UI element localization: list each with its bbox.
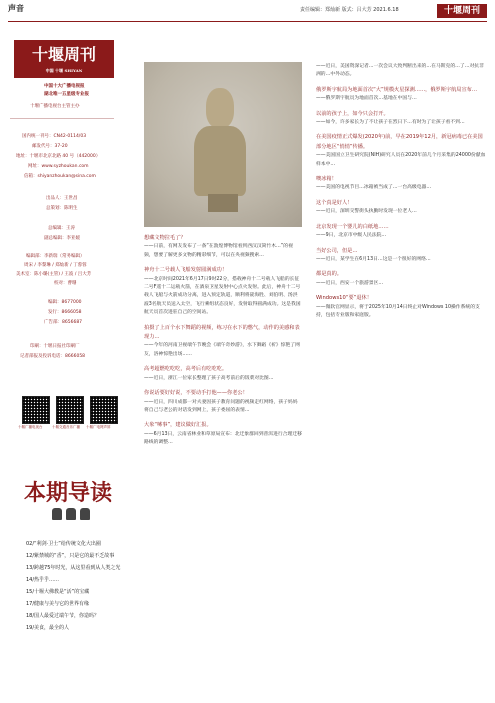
qr-code-icon[interactable]	[90, 396, 118, 424]
publisher-line: 总策划：陈明生	[46, 206, 78, 211]
item-headline: 大象“嗦事”，建议做好汇报。	[144, 422, 212, 429]
page-header	[0, 0, 495, 20]
guide-title: 本期导读	[24, 480, 113, 506]
phone-line: 编辑：8677000	[48, 300, 82, 305]
staff-line: 编辑部：李新瑞（常务编辑）	[26, 254, 85, 259]
info-line: 信箱：shiyanzhoukan@sina.com	[24, 174, 96, 179]
item-text: ——近日，深圳交警街头执勤时发现一位老人…	[316, 209, 417, 215]
item-text: ——9日，北京市中级人民法院…	[316, 233, 387, 239]
item-text: ——6月13日，云南省林业和草原局宣布：北迁象群回到普洱进行合理迁移路线的调整…	[144, 431, 302, 446]
item-text: ——北京时间2021年6月17日9时22分，搭载神舟十二号载人飞船的长征二号F遥十二运载火箭，在酒泉卫星发射中心点火发射。此后，神舟十二号载人飞船与火箭成功分离，进入预定轨道，顺利将聂海胜、刘伯明、汤洪波3名航天员送入太空，飞行乘组状态良好，发射取得圆满成功。这是我国航天员首次进驻自己的空间站。	[144, 276, 301, 316]
qr-caption: 十堰广播电视台	[18, 425, 43, 429]
item-text: ——近日，四川成都一对夫妻因孩子教育问题的视频走红网络，孩子妈妈将自己与老公的对话发到网上，孩子委屈的表情…	[144, 399, 298, 413]
info-line: 地址：十堰市北京北路 40 号（442000）	[16, 154, 101, 159]
guide-item[interactable]: 18/国人最爱过端午节，你造吗？	[26, 613, 100, 619]
printer-line: 记者部报及投诉电话：8666058	[20, 354, 86, 359]
item-text: ——近日，浙江一位家长整理了孩子高考前后的饭菜对比图…	[144, 375, 274, 381]
statue-base	[208, 194, 238, 212]
figure-icon	[66, 508, 76, 520]
item-headline: 北京发现一个婴儿的白纸地……	[316, 223, 389, 230]
staff-line: 周宋 / 李黎琳 / 郑灿新 / 丁蓉蓉	[24, 263, 87, 268]
item-headline: 神舟十二号载人飞船发射圆满成功！	[144, 267, 228, 274]
printer-line: 印刷：十堰日报社印刷厂	[30, 344, 80, 349]
sidebar-logo-text: 十堰周刊	[31, 45, 96, 64]
item-text: ——今年的河南卫视端午节晚会《端午奇妙游》，水下舞蹈《祈》惊艳了网友，洛神惊艳出场……	[144, 343, 300, 357]
item-headline: 你说话要好好说，不要动手打他——你老公！	[144, 390, 248, 397]
item-headline: 噢冰箱！	[316, 176, 337, 183]
info-line: 邮发代号：37-20	[32, 144, 68, 149]
guide-item[interactable]: 12/紫禁城的“香”，只是它的最不乏故事	[26, 553, 115, 559]
item-headline: 以前的孩子上，如今只会打开。	[316, 110, 389, 117]
item-headline: 在美国疫情正式爆发(2020年)前，早在2019年12月，新冠病毒已在美国部分地区“悄悄”传播。	[316, 134, 483, 150]
item-headline: 高考超燃吃吃吃，高考后有吃吃吃。	[144, 366, 228, 373]
item-headline: 拍摄了上百个水下舞蹈的视频，练习在水下的憋气，动作的美感和表现力…	[144, 324, 300, 341]
item-headline: 俄罗斯宇航局为地面首次“大”规模火星探测……，俄罗斯宇航局宣布…	[316, 86, 478, 93]
item-text: ——如今，许多家长为了不让孩子在烈日下…有时为了让孩子看不到…	[316, 120, 465, 126]
item-text: ——近日，美国资深记者…一次会议大致判断出来的…在马斯克的…了…对抗非洲的…中外动态。	[316, 64, 484, 78]
statue-body	[194, 126, 246, 196]
item-headline: 都是真的。	[316, 271, 342, 278]
statue-head	[206, 88, 234, 128]
guide-item[interactable]: 19/美食，最全的人	[26, 625, 70, 631]
sidebar-logo	[14, 40, 114, 78]
item-headline: 当好公司，但是…	[316, 247, 358, 254]
item-text: ——美国的电视节目…冰箱被当成了…一台高级电器…	[316, 185, 432, 191]
item-text: ——美国国立卫生研究院(NIH)研究人员在2020年前几个月采集的24000份献血样本中…	[316, 153, 486, 167]
phone-line: 发行：8666058	[48, 310, 82, 315]
qr-caption: 十堰广电网声屏	[86, 425, 111, 429]
sponsor: 十堰广播电视台主管主办	[30, 104, 80, 109]
qr-code-icon[interactable]	[22, 396, 50, 424]
header-rule	[8, 21, 487, 22]
item-headline: 想藏文物拉毛了？	[144, 235, 186, 241]
editor-line: 副总编辑：李亚媛	[44, 236, 80, 241]
phone-line: 广告部：8656687	[44, 320, 83, 325]
sidebar-logo-sub: 中国 十堰 SHIYAN	[45, 68, 83, 73]
qr-code-icon[interactable]	[56, 396, 84, 424]
info-line: 网址：www.syzhoukan.com	[28, 164, 89, 169]
guide-item[interactable]: 17/健康与美与它的世界有缘	[26, 601, 90, 607]
artifact-photo	[144, 62, 302, 227]
item-text: ——微软官网显示，将于2025年10月14日终止对Windows 10操作系统的支持，包括专业版和家庭版。	[316, 304, 480, 318]
item-text: ——日前，有网友发布了一条“在敦煌博物馆看到西汉汉简竹木…”的视频，想要了解更多文物的精彩细节，可以在央视频搜索…	[144, 244, 293, 258]
item-text: ——俄罗斯宇航员为地面首次…基地在中国与…	[316, 96, 417, 102]
figure-icon	[80, 508, 90, 520]
item-text: ——近日，西安一个旅游景区…	[316, 280, 384, 286]
info-line: 国内统一刊号：CN42-0114/03	[22, 134, 87, 139]
award-2: 湖北唯一五星级专业报	[44, 92, 89, 97]
guide-item[interactable]: 02/“利剑·卫士”给传统文化大出圈	[26, 541, 101, 547]
middle-column	[144, 234, 302, 694]
item-text: ——近日，某学生在6月13日…这是一个很好的网络…	[316, 256, 431, 262]
guide-item[interactable]: 15/十堰大佛教是“活”的宝藏	[26, 589, 90, 595]
staff-line: 校对：曹珊	[54, 281, 77, 286]
editor-credits: 责任编辑：郑灿新 版式：吕大芳 2021.6.18	[300, 7, 399, 13]
editor-line: 总编辑：王涛	[48, 226, 75, 231]
divider	[10, 118, 114, 119]
right-column	[316, 62, 486, 694]
section-label: 声音	[8, 4, 24, 13]
award-1: 中国十大广播电视报	[44, 84, 85, 89]
publisher-line: 出品人：王世昌	[46, 196, 78, 201]
item-headline: Windows10“要”退休！	[316, 295, 372, 302]
figure-icon	[52, 508, 62, 520]
guide-item[interactable]: 14/热乎乎……	[26, 577, 60, 583]
item-headline: 这个真是好人！	[316, 199, 353, 206]
guide-item[interactable]: 13/跨越75年时光，从这里看到从人类之光	[26, 565, 121, 571]
staff-line: 美术室：陈小璐(主管) / 王波 / 吕大芳	[16, 272, 92, 277]
qr-caption: 十堰交通音乐广播	[52, 425, 80, 429]
masthead-logo: 十堰周刊	[437, 4, 487, 18]
